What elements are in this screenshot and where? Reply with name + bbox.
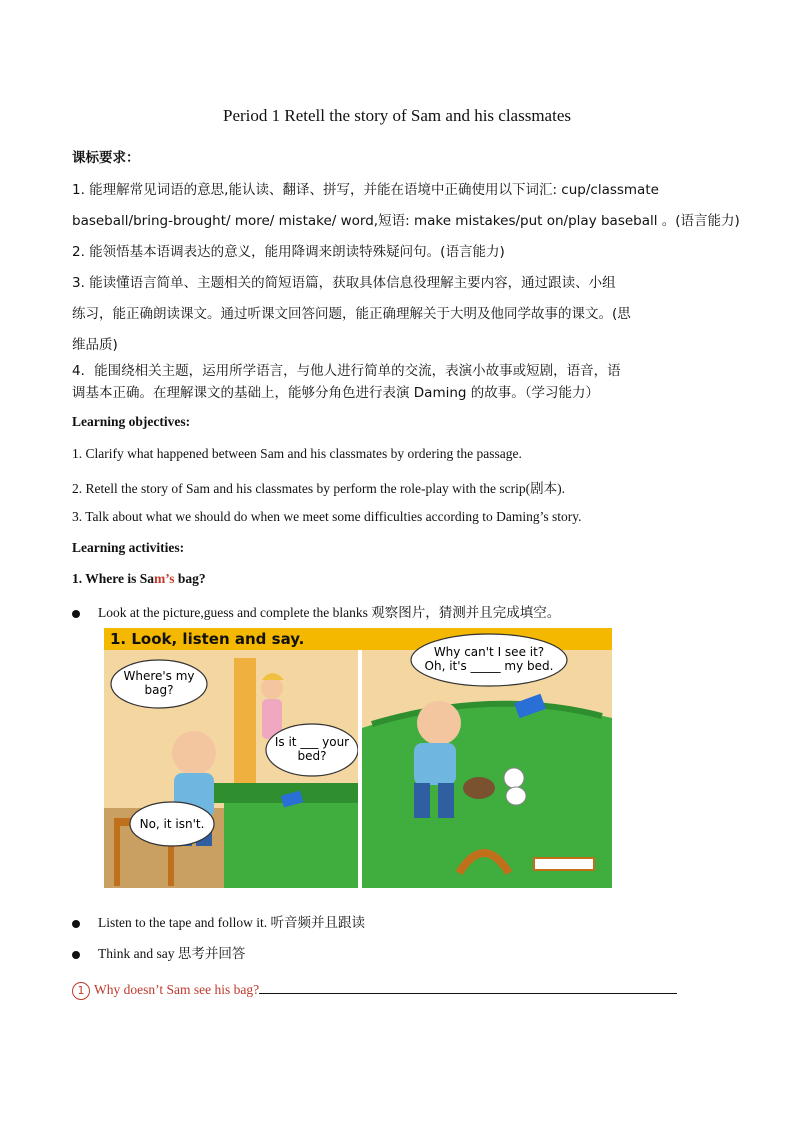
svg-text:Is it ___ your: Is it ___ your xyxy=(274,735,350,749)
page-title: Period 1 Retell the story of Sam and his classmates xyxy=(223,106,571,125)
requirement-line: 练习，能正确朗读课文。通过听课文回答问题，能正确理解关于大明及他同学故事的课文。(思 xyxy=(72,306,631,322)
requirement-line: baseball/bring-brought/ more/ mistake/ word,短语: make mistakes/put on/play baseball 。(语言能力) xyxy=(72,213,740,229)
svg-text:No, it isn't.: No, it isn't. xyxy=(139,817,205,831)
requirement-line: 3. 能读懂语言简单、主题相关的简短语篇，获取具体信息役理解主要内容，通过跟读、小组 xyxy=(72,275,616,291)
bullet-dot-icon xyxy=(72,610,80,618)
requirement-line: 维品质) xyxy=(72,337,118,353)
requirement-line: 4．能围绕相关主题，运用所学语言，与他人进行简单的交流，表演小故事或短剧，语音，语 xyxy=(72,363,621,379)
objectives-heading: Learning objectives: xyxy=(72,414,191,429)
comic-header: 1. Look, listen and say. xyxy=(110,630,305,648)
sam-figure xyxy=(172,731,216,775)
bullet-item: Think and say 思考并回答 xyxy=(72,942,245,962)
activity-question-1: 1. Where is Sam’s bag? xyxy=(72,571,206,586)
mother-figure xyxy=(261,677,283,699)
svg-text:Why can't I see it?: Why can't I see it? xyxy=(433,645,545,659)
sam-figure xyxy=(417,701,461,745)
requirements-heading: 课标要求： xyxy=(72,150,140,166)
bullet-item: Listen to the tape and follow it. 听音频并且跟读 xyxy=(72,911,365,931)
objective-line: 2. Retell the story of Sam and his classmates by perform the role-play with the scrip(剧本). xyxy=(72,481,566,496)
objective-line: 1. Clarify what happened between Sam and his classmates by ordering the passage. xyxy=(72,446,522,461)
cat xyxy=(504,768,524,788)
bullet-dot-icon xyxy=(72,920,80,928)
bag xyxy=(463,777,495,799)
circled-number-icon: 1 xyxy=(72,982,90,1000)
answer-question-1: 1 Why doesn’t Sam see his bag? xyxy=(72,981,677,1000)
answer-blank[interactable] xyxy=(259,981,677,994)
svg-text:bed?: bed? xyxy=(297,749,327,763)
requirement-line: 1. 能理解常见词语的意思,能认读、翻译、拼写，并能在语境中正确使用以下词汇: cup/classmate xyxy=(72,182,659,198)
bullet-dot-icon xyxy=(72,951,80,959)
bullet-item: Look at the picture,guess and complete the blanks 观察图片，猜测并且完成填空。 xyxy=(72,601,560,621)
activities-heading: Learning activities: xyxy=(72,540,185,555)
comic-illustration xyxy=(104,628,612,888)
objective-line: 3. Talk about what we should do when we meet some difficulties according to Daming’s story. xyxy=(72,509,582,524)
green-bed xyxy=(224,793,358,888)
svg-text:bag?: bag? xyxy=(144,683,174,697)
requirement-line: 2. 能领悟基本语调表达的意义，能用降调来朗读特殊疑问句。(语言能力) xyxy=(72,244,505,260)
svg-text:Where's my: Where's my xyxy=(123,669,195,683)
svg-text:Oh, it's _____ my bed.: Oh, it's _____ my bed. xyxy=(424,659,554,673)
requirement-line: 调基本正确。在理解课文的基础上，能够分角色进行表演 Daming 的故事。（学习能力） xyxy=(72,385,600,401)
